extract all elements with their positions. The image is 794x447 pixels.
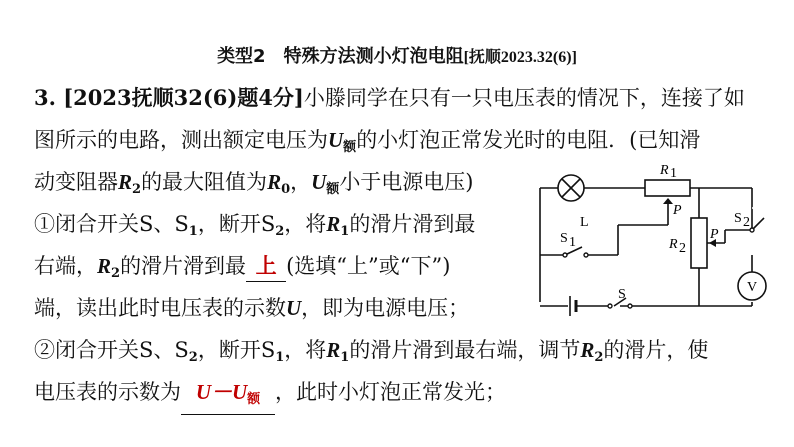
label-s2: S [734,211,742,226]
svg-text:1: 1 [670,166,677,181]
lamp-icon [558,175,584,201]
step-1-line-3: 端，读出此时电压表的示数U，即为电源电压； [34,296,470,320]
svg-text:V: V [747,280,758,295]
section-title: 类型2 特殊方法测小灯泡电阻[抚顺2023.32(6)] [217,46,577,67]
question-line-2: 图所示的电路，测出额定电压为$U_额$的小灯泡正常发光时的电阻．(已知滑 [34,128,701,155]
voltmeter-icon [738,272,766,300]
step-2-line-2: 电压表的示数为 $U-U_额$ ，此时小灯泡正常发光； [34,377,506,415]
question-line-1: 3. [2023抚顺32(6)题4分]小滕同学在只有一只电压表的情况下，连接了如 [34,85,745,110]
label-p1: P [673,203,682,218]
svg-text:2: 2 [679,241,686,256]
label-s1: S [560,231,568,246]
label-r2: R [669,237,678,252]
answer-blank-1[interactable]: 上 [246,251,286,282]
label-lamp: L [580,215,589,230]
slider-arrow-r1 [663,198,673,204]
svg-text:1: 1 [569,235,576,250]
svg-text:2: 2 [743,215,750,230]
label-p2: P [710,227,719,242]
question-number: 3. [2023抚顺32(6)题4分] [34,85,304,110]
answer-blank-2[interactable]: $U-U_额$ [181,377,275,415]
question-line-3: 动变阻器$R_2$的最大阻值为$R_0$，$U_额$小于电源电压) [34,170,474,197]
step-1-line-2: 右端，$R_2$的滑片滑到最 上 (选填“上”或“下”) [34,253,451,281]
label-r1: R [660,163,669,178]
circuit-diagram [520,160,780,320]
label-s: S [618,287,626,302]
step-1-line-1: ①闭合开关S、$S_1$，断开$S_2$，将$R_1$的滑片滑到最 [34,212,476,239]
step-2-line-1: ②闭合开关S、$S_2$，断开$S_1$，将$R_1$的滑片滑到最右端，调节$R_2$的滑片，使 [34,338,709,365]
